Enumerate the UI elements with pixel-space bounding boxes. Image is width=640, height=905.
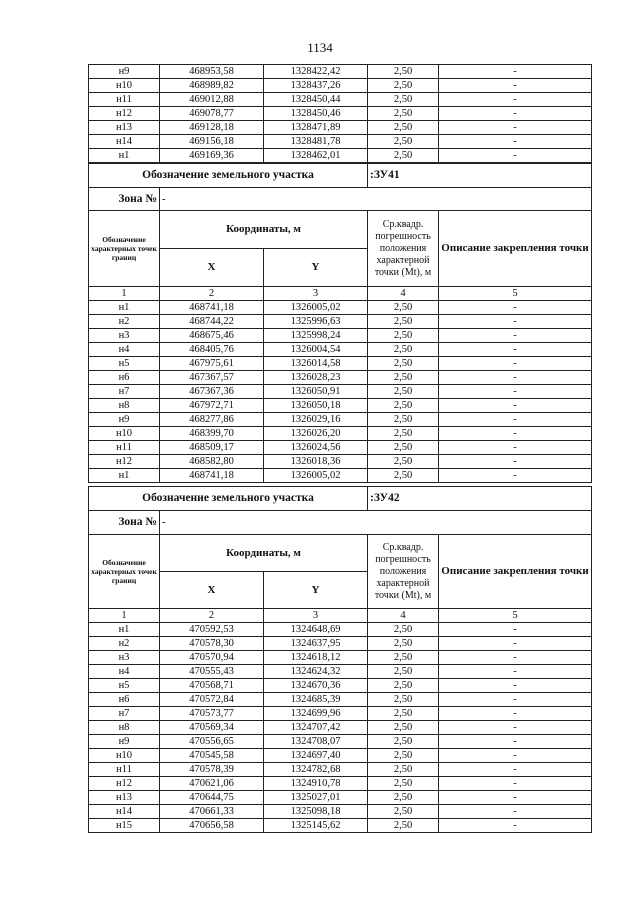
fixing-description: - [439,399,592,413]
point-id: н5 [89,357,160,371]
error-value: 2,50 [368,805,439,819]
fixing-description: - [439,721,592,735]
error-value: 2,50 [368,637,439,651]
fixing-description: - [439,413,592,427]
error-value: 2,50 [368,399,439,413]
coord-y: 1324910,78 [264,777,368,791]
table-row [89,441,592,455]
error-value: 2,50 [368,455,439,469]
error-value: 2,50 [368,65,439,79]
table-row [89,665,592,679]
error-value: 2,50 [368,735,439,749]
error-header: Ср.квадр. погрешность положения характерной точки (Mt), м [368,535,439,609]
coord-x: 470556,65 [160,735,264,749]
coord-x: 468582,80 [160,455,264,469]
point-id: н11 [89,441,160,455]
table-row [89,679,592,693]
error-value: 2,50 [368,301,439,315]
table-row [89,707,592,721]
y-header: Y [264,249,368,287]
coord-x: 470578,30 [160,637,264,651]
error-value: 2,50 [368,777,439,791]
table-row [89,805,592,819]
error-value: 2,50 [368,343,439,357]
coord-x: 470545,58 [160,749,264,763]
coord-y: 1324699,96 [264,707,368,721]
desc-header: Описание закрепления точки [439,535,592,609]
land-plot-label: Обозначение земельного участка [89,164,368,188]
fixing-description: - [439,371,592,385]
coord-x: 468744,22 [160,315,264,329]
coordinates-table-continuation [88,64,592,163]
coord-x: 470661,33 [160,805,264,819]
point-id: н1 [89,301,160,315]
error-value: 2,50 [368,427,439,441]
coord-y: 1324648,69 [264,623,368,637]
coord-y: 1324707,42 [264,721,368,735]
page-number: 1134 [307,40,333,55]
error-value: 2,50 [368,665,439,679]
fixing-description: - [439,623,592,637]
table-row [89,763,592,777]
point-id: н13 [89,791,160,805]
error-value: 2,50 [368,707,439,721]
coord-x: 470568,71 [160,679,264,693]
error-value: 2,50 [368,791,439,805]
fixing-description: - [439,357,592,371]
table-row [89,819,592,833]
coord-y: 1325998,24 [264,329,368,343]
fixing-description: - [439,385,592,399]
coord-x: 469012,88 [160,93,264,107]
coord-x: 468399,70 [160,427,264,441]
coord-y: 1328437,26 [264,79,368,93]
coord-x: 468741,18 [160,301,264,315]
error-value: 2,50 [368,107,439,121]
col-number: 5 [439,287,592,301]
point-id: н6 [89,693,160,707]
fixing-description: - [439,135,592,149]
coord-y: 1324782,68 [264,763,368,777]
y-header: Y [264,572,368,609]
table-row [89,93,592,107]
zone-label: Зона № [89,188,160,211]
point-id: н3 [89,329,160,343]
point-id: н1 [89,469,160,483]
coord-x: 469169,36 [160,149,264,163]
fixing-description: - [439,315,592,329]
col-number: 2 [160,609,264,623]
table-row [89,79,592,93]
fixing-description: - [439,665,592,679]
coord-x: 468741,18 [160,469,264,483]
coord-y: 1326018,36 [264,455,368,469]
coord-y: 1325098,18 [264,805,368,819]
fixing-description: - [439,79,592,93]
table-row [89,637,592,651]
col-number: 4 [368,609,439,623]
error-header: Ср.квадр. погрешность положения характерной точки (Mt), м [368,211,439,287]
col-number: 3 [264,609,368,623]
fixing-description: - [439,427,592,441]
table-row [89,791,592,805]
coord-y: 1326026,20 [264,427,368,441]
fixing-description: - [439,107,592,121]
coord-y: 1326024,56 [264,441,368,455]
point-id: н14 [89,805,160,819]
table-row [89,413,592,427]
table-row [89,107,592,121]
error-value: 2,50 [368,315,439,329]
point-id: н12 [89,777,160,791]
point-id: н8 [89,721,160,735]
coord-y: 1326029,16 [264,413,368,427]
coord-x: 468405,76 [160,343,264,357]
coord-y: 1325996,63 [264,315,368,329]
coord-x: 467367,57 [160,371,264,385]
point-id: н1 [89,623,160,637]
coord-y: 1326005,02 [264,469,368,483]
point-id: н15 [89,819,160,833]
points-header: Обозначение характерных точек границ [89,211,160,287]
point-id: н13 [89,121,160,135]
fixing-description: - [439,819,592,833]
error-value: 2,50 [368,357,439,371]
coord-x: 470569,34 [160,721,264,735]
point-id: н9 [89,413,160,427]
table-row [89,121,592,135]
error-value: 2,50 [368,385,439,399]
coord-x: 470656,58 [160,819,264,833]
table-row [89,385,592,399]
fixing-description: - [439,93,592,107]
point-id: н2 [89,637,160,651]
fixing-description: - [439,763,592,777]
zone-label: Зона № [89,511,160,535]
fixing-description: - [439,329,592,343]
table-row [89,399,592,413]
col-number: 1 [89,287,160,301]
coord-x: 467975,61 [160,357,264,371]
point-id: н4 [89,665,160,679]
coord-x: 470572,84 [160,693,264,707]
coords-header: Координаты, м [160,211,368,249]
table-row [89,623,592,637]
coord-y: 1326014,58 [264,357,368,371]
table-row [89,427,592,441]
column-numbers-row [89,287,592,301]
table-row [89,455,592,469]
error-value: 2,50 [368,79,439,93]
table-row [89,693,592,707]
point-id: н14 [89,135,160,149]
point-id: н10 [89,79,160,93]
coord-y: 1328422,42 [264,65,368,79]
column-numbers-row [89,609,592,623]
zone-value: - [160,188,592,211]
coord-y: 1328450,46 [264,107,368,121]
table-row [89,735,592,749]
fixing-description: - [439,735,592,749]
fixing-description: - [439,679,592,693]
table-row [89,343,592,357]
point-id: н2 [89,315,160,329]
coord-x: 468509,17 [160,441,264,455]
coord-y: 1328471,89 [264,121,368,135]
error-value: 2,50 [368,651,439,665]
coord-y: 1325145,62 [264,819,368,833]
coord-x: 470644,75 [160,791,264,805]
desc-header: Описание закрепления точки [439,211,592,287]
fixing-description: - [439,149,592,163]
error-value: 2,50 [368,413,439,427]
point-id: н10 [89,749,160,763]
error-value: 2,50 [368,371,439,385]
table-row [89,721,592,735]
point-id: н8 [89,399,160,413]
coord-x: 469078,77 [160,107,264,121]
x-header: X [160,249,264,287]
fixing-description: - [439,777,592,791]
table-row [89,135,592,149]
coord-x: 470573,77 [160,707,264,721]
point-id: н5 [89,679,160,693]
error-value: 2,50 [368,441,439,455]
fixing-description: - [439,651,592,665]
zone-value: - [160,511,592,535]
coord-y: 1324708,07 [264,735,368,749]
error-value: 2,50 [368,679,439,693]
point-id: н4 [89,343,160,357]
coord-x: 470570,94 [160,651,264,665]
coord-x: 468277,86 [160,413,264,427]
fixing-description: - [439,441,592,455]
table-row [89,777,592,791]
point-id: н12 [89,107,160,121]
error-value: 2,50 [368,469,439,483]
points-header: Обозначение характерных точек границ [89,535,160,609]
fixing-description: - [439,455,592,469]
coords-header: Координаты, м [160,535,368,572]
coord-x: 469156,18 [160,135,264,149]
error-value: 2,50 [368,93,439,107]
col-number: 3 [264,287,368,301]
coord-y: 1326005,02 [264,301,368,315]
coord-x: 467972,71 [160,399,264,413]
fixing-description: - [439,791,592,805]
coord-y: 1328462,01 [264,149,368,163]
coord-x: 470592,53 [160,623,264,637]
coord-x: 468989,82 [160,79,264,93]
fixing-description: - [439,637,592,651]
land-plot-id: :ЗУ42 [368,487,592,511]
error-value: 2,50 [368,623,439,637]
coord-y: 1324618,12 [264,651,368,665]
coord-x: 469128,18 [160,121,264,135]
table-row [89,371,592,385]
table-row [89,749,592,763]
x-header: X [160,572,264,609]
point-id: н12 [89,455,160,469]
coord-y: 1324697,40 [264,749,368,763]
error-value: 2,50 [368,819,439,833]
point-id: н1 [89,149,160,163]
land-plot-label: Обозначение земельного участка [89,487,368,511]
error-value: 2,50 [368,749,439,763]
fixing-description: - [439,65,592,79]
table-row [89,149,592,163]
table-row [89,357,592,371]
point-id: н3 [89,651,160,665]
coord-x: 468953,58 [160,65,264,79]
coord-y: 1326050,91 [264,385,368,399]
col-number: 1 [89,609,160,623]
fixing-description: - [439,301,592,315]
fixing-description: - [439,469,592,483]
coord-y: 1326004,54 [264,343,368,357]
coord-y: 1325027,01 [264,791,368,805]
col-number: 5 [439,609,592,623]
error-value: 2,50 [368,693,439,707]
error-value: 2,50 [368,763,439,777]
fixing-description: - [439,693,592,707]
error-value: 2,50 [368,329,439,343]
table-row [89,651,592,665]
coord-x: 470555,43 [160,665,264,679]
coord-x: 467367,36 [160,385,264,399]
table-row [89,301,592,315]
col-number: 2 [160,287,264,301]
coord-y: 1326028,23 [264,371,368,385]
coord-x: 470621,06 [160,777,264,791]
error-value: 2,50 [368,121,439,135]
land-plot-id: :ЗУ41 [368,164,592,188]
coord-y: 1324624,32 [264,665,368,679]
error-value: 2,50 [368,135,439,149]
fixing-description: - [439,343,592,357]
point-id: н7 [89,385,160,399]
error-value: 2,50 [368,149,439,163]
coord-y: 1328481,78 [264,135,368,149]
point-id: н11 [89,763,160,777]
point-id: н10 [89,427,160,441]
table-row [89,329,592,343]
coord-y: 1324670,36 [264,679,368,693]
coord-y: 1326050,18 [264,399,368,413]
fixing-description: - [439,121,592,135]
error-value: 2,50 [368,721,439,735]
point-id: н9 [89,65,160,79]
section-2-table [88,486,592,833]
point-id: н9 [89,735,160,749]
coord-y: 1328450,44 [264,93,368,107]
point-id: н11 [89,93,160,107]
coord-x: 468675,46 [160,329,264,343]
section-1-table [88,163,592,483]
fixing-description: - [439,805,592,819]
fixing-description: - [439,749,592,763]
point-id: н6 [89,371,160,385]
point-id: н7 [89,707,160,721]
coord-y: 1324685,39 [264,693,368,707]
col-number: 4 [368,287,439,301]
fixing-description: - [439,707,592,721]
coord-y: 1324637,95 [264,637,368,651]
table-row [89,65,592,79]
table-row [89,315,592,329]
table-row [89,469,592,483]
coord-x: 470578,39 [160,763,264,777]
